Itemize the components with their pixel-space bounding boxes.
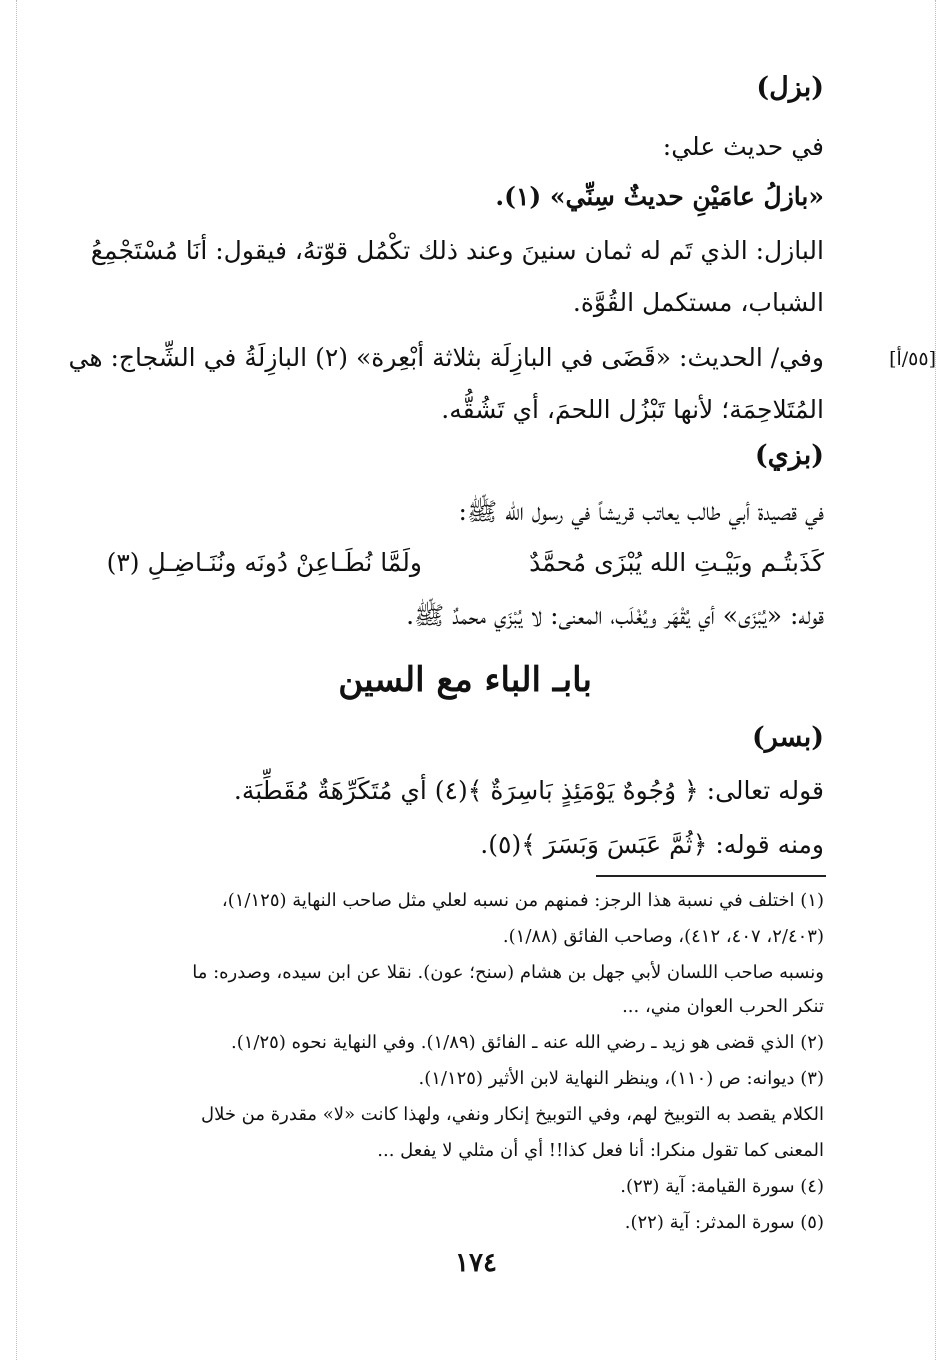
entry-line: المُتَلاحِمَة؛ لأنها تَبْزُل اللحمَ، أي تَشُقُّه. [441, 395, 824, 424]
entry-heading-bzl: (بزل) [756, 72, 824, 103]
entry-line: ومنه قوله: ﴿ثُمَّ عَبَسَ وَبَسَرَ ﴾(٥). [480, 830, 824, 859]
footnote-line: (٣) ديوانه: ص (١١٠)، وينظر النهاية لابن الأثير (١/١٢٥). [418, 1068, 824, 1089]
chapter-title: بابـ الباء مع السين [338, 660, 592, 700]
entry-line: قوله: «يُبْزَى» أي يُقْهَر ويُغْلَب، المعنى: لا يُبْزَي محمدٌ ﷺ. [406, 601, 824, 630]
entry-line: البازل: الذي تَم له ثمان سنينَ وعند ذلك تكْمُل قوّتهُ، فيقول: أنَا مُسْتَجْمِعُ [90, 236, 824, 265]
verse-second-hemistich: ولَمَّا نُطَـاعِنْ دُونَه ونُنَـاضِـلِ (٣) [106, 548, 422, 577]
margin-folio-note: [٥٥/أ] [889, 348, 936, 370]
entry-line: في قصيدة أبي طالب يعاتب قريشاً في رسول الله ﷺ: [458, 497, 824, 526]
footnote-line: (٥) سورة المدثر: آية (٢٢). [624, 1212, 824, 1233]
entry-line: قوله تعالى: ﴿ وُجُوهٌ يَوْمَئِذٍ بَاسِرَةٌ ﴾(٤) أي مُتَكَرِّهَةٌ مُقَطِّبَة. [233, 776, 824, 805]
footnote-line: (٤) سورة القيامة: آية (٢٣). [620, 1176, 824, 1197]
scan-edge-left [16, 0, 17, 1360]
hadith-quote: «بازلُ عامَيْنِ حديثٌ سِنِّي» (١). [495, 182, 824, 211]
footnote-line: الكلام يقصد به التوبيخ لهم، وفي التوبيخ إنكار ونفي، ولهذا كانت «لا» مقدرة من خلال [201, 1104, 824, 1125]
scan-edge-right [935, 0, 936, 1360]
footnote-separator [596, 875, 826, 877]
entry-line: في حديث علي: [662, 132, 824, 161]
footnote-line: (١) اختلف في نسبة هذا الرجز: فمنهم من نسبه لعلي مثل صاحب النهاية (١/١٢٥)، [221, 890, 824, 911]
verse-first-hemistich: كَذَبتُـم وبَيْـتِ الله يُبْزَى مُحمَّدٌ [529, 548, 824, 577]
footnote-line: المعنى كما تقول منكرا: أنا فعل كذا!! أي أن مثلي لا يفعل ... [377, 1140, 824, 1161]
entry-heading-bsr: (بسر) [751, 722, 824, 753]
entry-heading-bzy: (بزي) [754, 440, 824, 471]
footnote-line: ونسبه صاحب اللسان لأبي جهل بن هشام (سنح؛ عون). نقلا عن ابن سيده، وصدره: ما [192, 962, 824, 983]
footnote-line: (٢) الذي قضى هو زيد ـ رضي الله عنه ـ الفائق (١/٨٩). وفي النهاية نحوه (١/٢٥). [231, 1032, 824, 1053]
footnote-line: تنكر الحرب العوان مني، ... [622, 996, 824, 1017]
entry-line: وفي/ الحديث: «قَضَى في البازِلَة بثلاثة أبْعِرة» (٢) البازِلَةُ في الشِّجاج: هي [68, 343, 824, 372]
page-number: ١٧٤ [455, 1248, 497, 1278]
entry-line: الشباب، مستكمل القُوَّة. [572, 288, 824, 317]
footnote-line: (٢/٤٠٣، ٤٠٧، ٤١٢)، وصاحب الفائق (١/٨٨). [502, 926, 824, 947]
